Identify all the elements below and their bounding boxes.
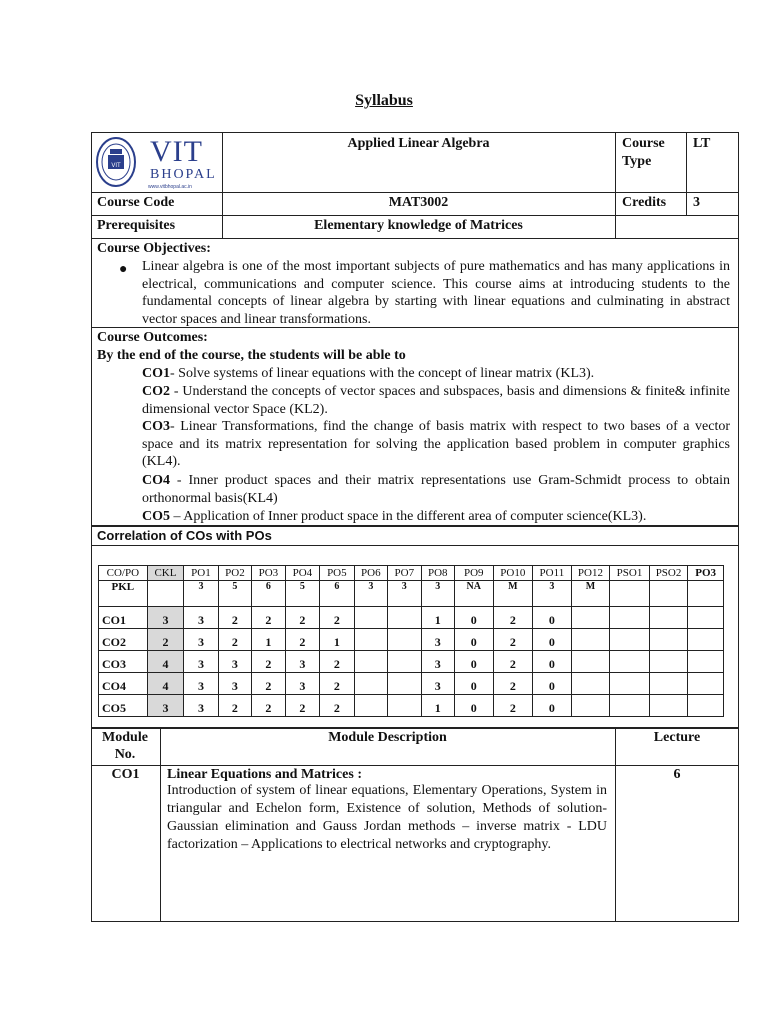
co-label: CO1 [99, 607, 148, 629]
co-label: CO4 [99, 673, 148, 695]
cell: 0 [455, 651, 494, 673]
cell: 2 [285, 607, 319, 629]
course-title: Applied Linear Algebra [347, 136, 490, 151]
header-cell: PO11 [533, 566, 572, 581]
module-id: CO1 [111, 767, 140, 782]
outcomes-heading: Course Outcomes: [97, 330, 208, 345]
cell: 2 [218, 607, 251, 629]
document-title: Syllabus [355, 92, 413, 109]
pkl-cell: 3 [354, 581, 387, 607]
header-cell: CKL [147, 566, 184, 581]
cell: 2 [493, 629, 533, 651]
cell: 3 [285, 673, 319, 695]
cell: 2 [320, 607, 354, 629]
course-code-label: Course Code [97, 195, 175, 210]
outcome-code: CO1 [142, 366, 170, 381]
cell [688, 695, 724, 717]
pkl-cell: NA [455, 581, 494, 607]
outcome-co4 [142, 472, 730, 507]
cell [388, 629, 421, 651]
pkl-cell [147, 581, 184, 607]
cell: 1 [421, 695, 454, 717]
cell: 0 [533, 651, 572, 673]
cell: 2 [252, 673, 285, 695]
header-cell: PO10 [493, 566, 533, 581]
outcome-co5 [142, 508, 730, 526]
co-po-table [98, 565, 724, 717]
logo-url: www.vitbhopal.ac.in [148, 184, 192, 190]
header-cell: PO5 [320, 566, 354, 581]
cell: 2 [252, 607, 285, 629]
cell [571, 607, 610, 629]
cell: 2 [285, 629, 319, 651]
cell: 2 [493, 695, 533, 717]
outcome-co3 [142, 418, 730, 471]
pkl-cell: PKL [99, 581, 148, 607]
outcome-text: - Understand the concepts of vector spaces and subspaces, basis and dimensions & finite& infinite dimensional vector Space (KL2). [142, 384, 730, 417]
pkl-cell: 6 [252, 581, 285, 607]
cell: 2 [218, 629, 251, 651]
outcome-code: CO3 [142, 419, 170, 434]
cell: 0 [455, 673, 494, 695]
pkl-cell: M [493, 581, 533, 607]
cell: 2 [252, 695, 285, 717]
header-cell: PO12 [571, 566, 610, 581]
pkl-cell: 5 [285, 581, 319, 607]
header-cell: PO2 [218, 566, 251, 581]
cell: 3 [421, 629, 454, 651]
cell [688, 651, 724, 673]
outcome-code: CO2 [142, 384, 170, 399]
header-cell: PSO1 [610, 566, 650, 581]
course-type-value: LT [693, 136, 711, 151]
cell [354, 695, 387, 717]
cell: 3 [218, 673, 251, 695]
cell [354, 629, 387, 651]
cell [571, 695, 610, 717]
vit-bhopal-logo [96, 135, 217, 190]
cell: 3 [147, 607, 184, 629]
header-cell: PO3 [252, 566, 285, 581]
cell: 3 [421, 651, 454, 673]
prerequisites-value: Elementary knowledge of Matrices [314, 218, 523, 233]
module-lecture: 6 [673, 767, 681, 782]
cell [388, 651, 421, 673]
pkl-cell: M [571, 581, 610, 607]
cell [649, 695, 688, 717]
outcome-text: - Inner product spaces and their matrix representations use Gram-Schmidt process to obtain orthonormal basis(KL4) [142, 473, 730, 506]
cell: 3 [184, 629, 218, 651]
pkl-cell [610, 581, 650, 607]
cell [688, 629, 724, 651]
cell [610, 695, 650, 717]
co-label: CO5 [99, 695, 148, 717]
co-row [99, 673, 724, 695]
pkl-cell: 3 [184, 581, 218, 607]
outcome-text: - Solve systems of linear equations with the concept of linear matrix (KL3). [170, 366, 595, 381]
header-cell: PO6 [354, 566, 387, 581]
cell: 2 [320, 673, 354, 695]
co-row [99, 695, 724, 717]
pkl-cell: 3 [388, 581, 421, 607]
cell [571, 629, 610, 651]
module-description: Introduction of system of linear equations, Elementary Operations, System in triangular and Echelon form, Existence of solution, Methods of solution- Gaussian elimination and Gauss Jordan methods – inverse matrix - LDU factorization – Applications to electrical networks and cryptography. [167, 783, 607, 852]
cell: 2 [218, 695, 251, 717]
cell [688, 607, 724, 629]
cell [610, 607, 650, 629]
cell: 2 [320, 651, 354, 673]
cell: 3 [184, 651, 218, 673]
cell [649, 673, 688, 695]
prerequisites-label: Prerequisites [97, 218, 176, 233]
header-cell: PO1 [184, 566, 218, 581]
cell [571, 651, 610, 673]
outcome-code: CO5 [142, 509, 170, 524]
pkl-cell [649, 581, 688, 607]
bullet-icon: ● [119, 262, 128, 277]
cell: 2 [320, 695, 354, 717]
objectives-text: Linear algebra is one of the most important subjects of pure mathematics and has many applications in electrical, communications and computer science. This course aims at introducing students to the fundamental concepts of linear algebra by starting with linear equations and culminating in abstract vector spaces and linear transformations. [142, 259, 730, 327]
outcome-co1 [142, 365, 730, 383]
cell: 1 [320, 629, 354, 651]
cell [354, 607, 387, 629]
logo-sub: BHOPAL [150, 167, 217, 182]
cell: 3 [184, 673, 218, 695]
course-code-value: MAT3002 [388, 195, 449, 210]
co-label: CO2 [99, 629, 148, 651]
cell [571, 673, 610, 695]
cell: 4 [147, 673, 184, 695]
cell: 0 [455, 695, 494, 717]
cell: 2 [285, 695, 319, 717]
cell [649, 607, 688, 629]
cell: 3 [421, 673, 454, 695]
cell [354, 651, 387, 673]
co-label: CO3 [99, 651, 148, 673]
cell: 1 [252, 629, 285, 651]
credits-label: Credits [622, 195, 667, 210]
cell [388, 695, 421, 717]
cell: 3 [147, 695, 184, 717]
header-cell: PO3 [688, 566, 724, 581]
module-no-header: Module No. [102, 730, 148, 762]
header-cell: PSO2 [649, 566, 688, 581]
co-row [99, 607, 724, 629]
outcome-co2 [142, 383, 730, 418]
cell [388, 673, 421, 695]
pkl-cell: 3 [421, 581, 454, 607]
outcome-code: CO4 [142, 473, 170, 488]
co-row [99, 629, 724, 651]
cell [388, 607, 421, 629]
cell [610, 629, 650, 651]
cell: 0 [455, 629, 494, 651]
cell [649, 651, 688, 673]
pkl-cell: 5 [218, 581, 251, 607]
cell [610, 651, 650, 673]
cell: 3 [285, 651, 319, 673]
module-title: Linear Equations and Matrices : [167, 767, 362, 782]
cell: 0 [533, 695, 572, 717]
correlation-heading: Correlation of COs with POs [97, 528, 272, 543]
cell [610, 673, 650, 695]
objectives-heading: Course Objectives: [97, 241, 211, 256]
co-row [99, 651, 724, 673]
svg-text:VIT: VIT [111, 163, 121, 169]
header-cell: PO8 [421, 566, 454, 581]
header-cell: PO7 [388, 566, 421, 581]
cell: 3 [184, 607, 218, 629]
pkl-cell: 3 [533, 581, 572, 607]
cell: 0 [533, 607, 572, 629]
header-cell: PO4 [285, 566, 319, 581]
outcome-text: - Linear Transformations, find the change of basis matrix with respect to two bases of a vector space and its matrix representation for solving the application based problem in computer graphics (KL4). [142, 419, 730, 469]
cell: 2 [252, 651, 285, 673]
cell: 3 [184, 695, 218, 717]
credits-value: 3 [693, 195, 700, 210]
cell: 3 [218, 651, 251, 673]
cell: 0 [533, 629, 572, 651]
pkl-cell [688, 581, 724, 607]
cell: 0 [533, 673, 572, 695]
logo-name: VIT [150, 135, 203, 168]
cell: 2 [493, 651, 533, 673]
pkl-cell: 6 [320, 581, 354, 607]
cell: 1 [421, 607, 454, 629]
header-cell: CO/PO [99, 566, 148, 581]
cell: 2 [493, 607, 533, 629]
header-cell: PO9 [455, 566, 494, 581]
cell: 2 [147, 629, 184, 651]
cell [688, 673, 724, 695]
co-po-header-row [99, 566, 724, 581]
outcomes-intro: By the end of the course, the students will be able to [97, 348, 406, 363]
outcome-text: – Application of Inner product space in the different area of computer science(KL3). [170, 509, 647, 524]
lecture-header: Lecture [653, 730, 701, 745]
pkl-row [99, 581, 724, 607]
cell [354, 673, 387, 695]
cell [649, 629, 688, 651]
cell: 4 [147, 651, 184, 673]
cell: 2 [493, 673, 533, 695]
cell: 0 [455, 607, 494, 629]
module-description-header: Module Description [328, 730, 447, 745]
course-type-label: Course Type [622, 136, 665, 169]
